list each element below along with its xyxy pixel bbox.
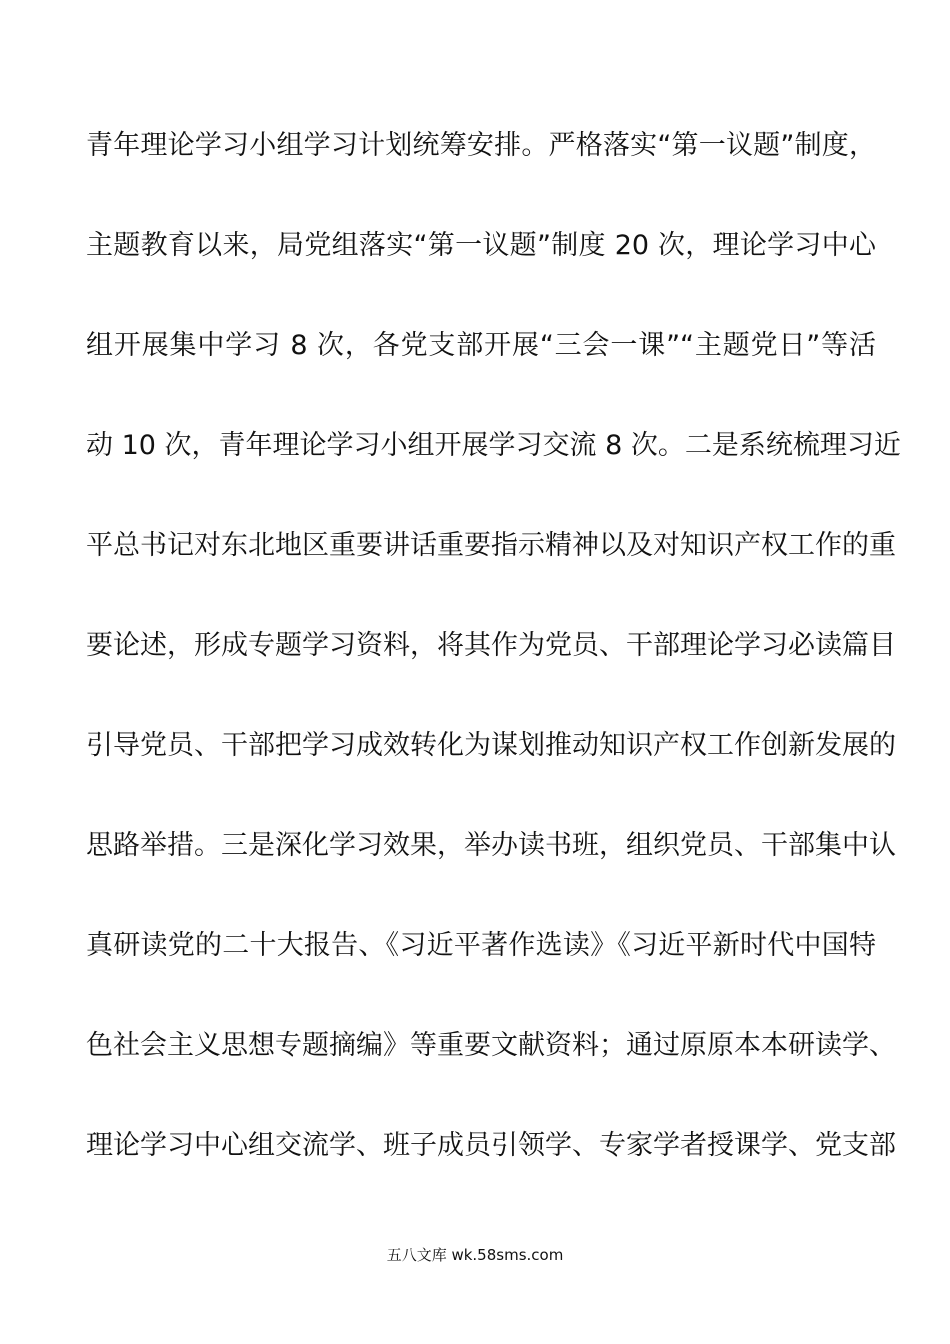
text-line: 引导党员、干部把学习成效转化为谋划推动知识产权工作创新发展的 [86,730,896,761]
text-line: 主题教育以来，局党组落实“第一议题”制度 20 次，理论学习中心 [86,230,876,261]
text-line: 青年理论学习小组学习计划统筹安排。严格落实“第一议题”制度， [86,130,876,161]
text-line: 组开展集中学习 8 次，各党支部开展“三会一课”“主题党日”等活 [86,330,876,361]
text-line: 平总书记对东北地区重要讲话重要指示精神以及对知识产权工作的重 [86,530,896,561]
text-line: 真研读党的二十大报告、《习近平著作选读》《习近平新时代中国特 [86,930,876,961]
footer-watermark: 五八文库 wk.58sms.com [386,1246,564,1264]
text-line: 动 10 次，青年理论学习小组开展学习交流 8 次。二是系统梳理习近 [86,430,901,461]
text-line: 思路举措。三是深化学习效果，举办读书班，组织党员、干部集中认 [86,830,896,861]
text-line: 理论学习中心组交流学、班子成员引领学、专家学者授课学、党支部 [86,1130,896,1161]
body-text [86,118,901,1218]
text-line: 要论述，形成专题学习资料，将其作为党员、干部理论学习必读篇目 [86,630,896,661]
text-line: 色社会主义思想专题摘编》等重要文献资料；通过原原本本研读学、 [86,1030,896,1061]
